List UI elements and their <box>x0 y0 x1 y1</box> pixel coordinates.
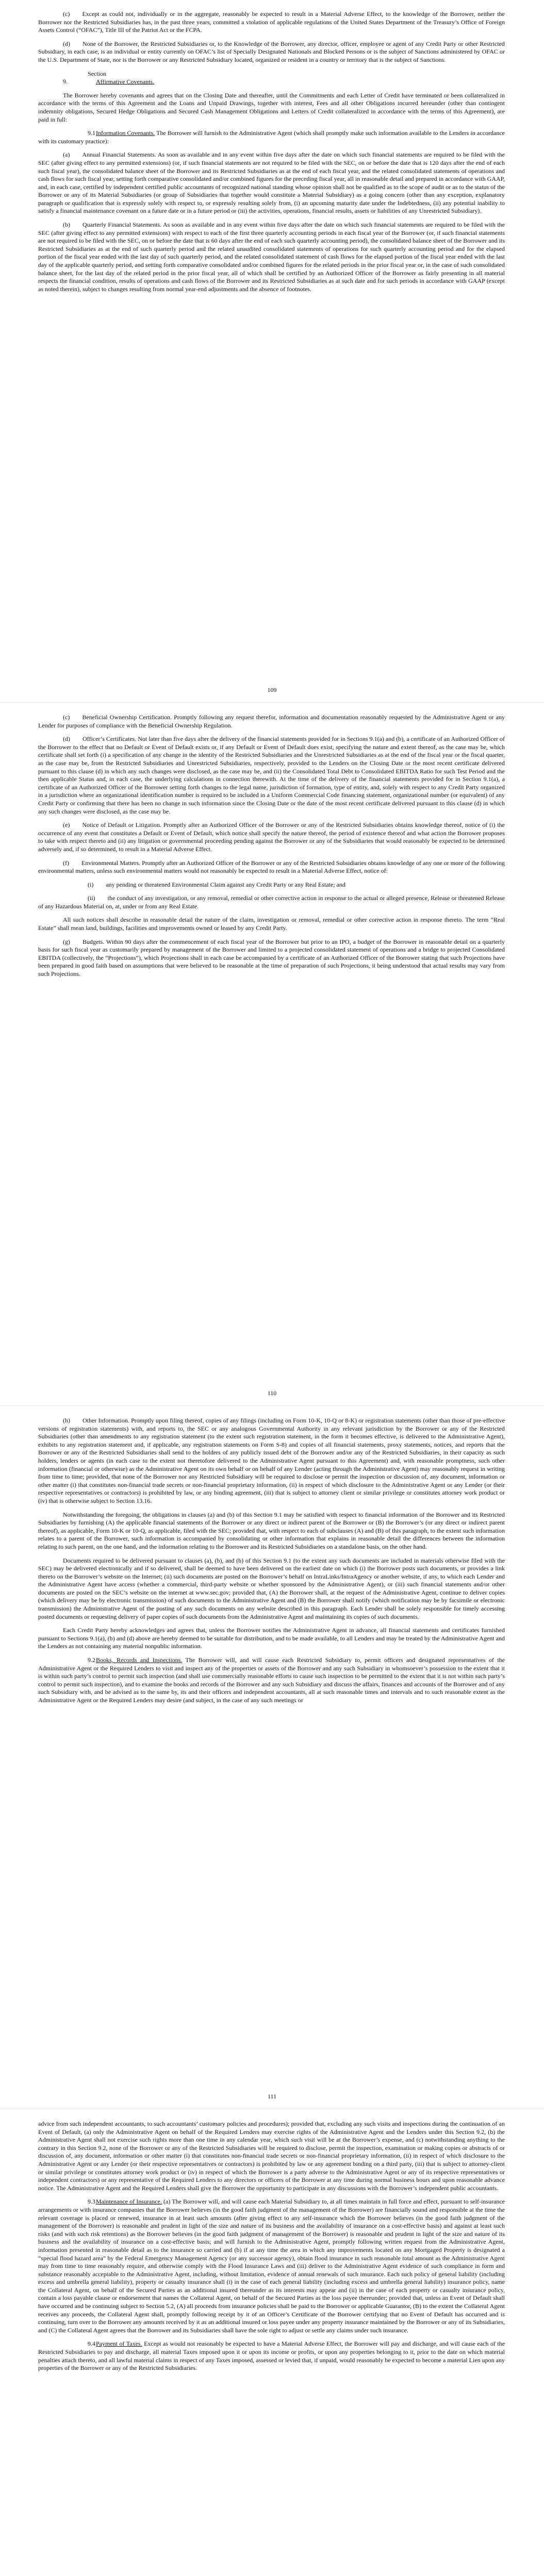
paragraph: The Borrower hereby covenants and agrees that on the Closing Date and thereafter, until the Commitments and each Letter of Credit have terminated or been collateralized in accordance with the terms of this Agreement and the Loans and Unpaid Drawings, together with interest, Fees and all other Obligations incurred hereunder (other than contingent indemnity obligations, Secured Hedge Obligations and Secured Cash Management Obligations and Letters of Credit collateralized in accordance with the terms of this Agreement), are paid in full: <box>38 91 505 123</box>
paragraph: (d) Officer’s Certificates. Not later than five days after the delivery of the financial statements provided for in Sections 9.1(a) and (b), a certificate of an Authorized Officer of the Borrower to the effect that no Default or Event of Default exists or, if any Default or Event of Default does exist, specifying the nature and extent thereof, as the case may be, which certificate shall set forth (i) a specification of any change in the identity of the Restricted Subsidiaries and the Unrestricted Subsidiaries as at the end of the fiscal year or the fiscal quarter, as the case may be, from the Restricted Subsidiaries and Unrestricted Subsidiaries, respectively, provided to the Lenders on the Closing Date or the most recent certificate delivered pursuant to this clause (d) in which any such changes were disclosed, as the case may be, and (ii) the Consolidated Total Debt to Consolidated EBITDA Ratio for such Test Period and the then applicable Status and, in each case, the underlying calculations in connection therewith. At the time of the delivery of the financial statements provided for in Section 9.1(a), a certificate of an Authorized Officer of the Borrower setting forth changes to the legal name, jurisdiction of formation, type of entity, and, solely with respect to any Credit Party organized in a jurisdiction where an organizational identification number is required to be included in a Uniform Commercial Code financing statement, organizational number (or equivalent) of any Credit Party or confirming that there has been no change in such information since the Closing Date or the date of the most recent certificate delivered pursuant to this clause (d) in which any such changes were disclosed, as the case may be. <box>38 735 505 815</box>
page-divider <box>0 702 544 703</box>
section-text: (a) The Borrower will, and will cause each Material Subsidiary to, at all times maintain in full force and effect, pursuant to self-insurance arrangements or with insurance companies that the Borrower believes (in the good faith judgment of the management of the Borrower) are financially sound and responsible at the time the relevant coverage is placed or renewed, insurance in at least such amounts (after giving effect to any self-insurance which the Borrower believes (in the good faith judgment of the management of the Borrower) is reasonable and prudent in light of the size and nature of its business and the availability of insurance on a cost-effective basis) and against at least such risks (and with such risk retentions) as the Borrower believes (in the good faith judgment of management of the Borrower) is reasonable and prudent in light of the size and nature of its business and the availability of insurance on a cost-effective basis; and will furnish to the Administrative Agent, promptly following written request from the Administrative Agent, information presented in reasonable detail as to the insurance so carried and (b) if at any time the area in which any improvements located on any Mortgaged Property is designated a “special flood hazard area” by the Federal Emergency Management Agency (or any successor agency), obtain flood insurance in such reasonable total amount as the Administrative Agent may from time to time reasonably require, and otherwise comply with the Flood Insurance Laws and (iii) deliver to the Administrative Agent evidence of such compliance in form and substance reasonably acceptable to the Administrative Agent, including, without limitation, evidence of annual renewals of such insurance. Each such policy of general liability (including excess and umbrella general liability), property or casualty insurance shall (i) in the case of each general liability (including excess and umbrella general liability) insurance policy, name the Collateral Agent, on behalf of the Secured Parties as an additional insured thereunder as its interests may appear and (ii) in the case of each property or casualty insurance policy, contain a loss payable clause or endorsement that names the Collateral Agent, on behalf of the Secured Parties as the loss payee thereunder; provided that, unless an Event of Default shall have occurred and be continuing subject to Section 5.2, (A) all proceeds from insurance policies shall be paid to the Borrower or applicable Guarantor, (B) to the extent the Collateral Agent receives any proceeds, the Collateral Agent shall, promptly following receipt by it of an Officer’s Certificate of the Borrower certifying that no Event of Default has occurred and is continuing, turn over to the Borrower any amounts received by it as an additional insured or loss payee under any property insurance maintained by the Borrower or any of its Subsidiaries, and (C) the Collateral Agent agrees that the Borrower and its Subsidiaries shall have the sole right to adjust or settle any claims under such insurance. <box>38 2198 505 2334</box>
paragraph: (c) Beneficial Ownership Certification. Promptly following any request therefor, information and documentation reasonably requested by the Administrative Agent or any Lender for purposes of compliance with the Beneficial Ownership Regulation. <box>38 714 505 729</box>
section-heading <box>38 129 505 145</box>
sub-clause: (ii) the conduct of any investigation, or any removal, remedial or other corrective action in response to the actual or alleged presence, Release or threatened Release of any Hazardous Material on, at, under or from any Real Estate. <box>38 894 505 910</box>
page-number: 109 <box>267 686 277 693</box>
paragraph: (g) Budgets. Within 90 days after the commencement of each fiscal year of the Borrower but prior to an IPO, a budget of the Borrower in reasonable detail on a quarterly basis for such fiscal year as customarily prepared by management of the Borrower and limited to a projected consolidated statement of operations and a bridge to projected Consolidated EBITDA (collectively, the “Projections”), which Projections shall in each case be accompanied by a certificate of an Authorized Officer of the Borrower stating that such Projections have been prepared in good faith based on assumptions that were believed to be reasonable at the time of preparation of such Projections, it being understood that actual results may vary from such Projections. <box>38 938 505 978</box>
section-text: Except as would not reasonably be expected to have a Material Adverse Effect, the Borrower will pay and discharge, and will cause each of the Restricted Subsidiaries to pay and discharge, all material Taxes imposed upon it or upon its income or profits, or upon any properties belonging to it, prior to the date on which material penalties attach thereto, and all lawful material claims in respect of any Taxes imposed, assessed or levied that, if unpaid, would reasonably be expected to become a material Lien upon any properties of the Borrower or any of the Restricted Subsidiaries. <box>38 2340 505 2372</box>
paragraph: Documents required to be delivered pursuant to clauses (a), (b), and (h) of this Section 9.1 (to the extent any such documents are included in materials otherwise filed with the SEC) may be delivered electronically and if so delivered, shall be deemed to have been delivered on the earliest date on which (i) the Borrower posts such documents, or provides a link thereto on the Borrower’s website on the Internet; (ii) such documents are posted on the Borrower’s behalf on IntraLinks/IntraAgency or another website, if any, to which each Lender and the Administrative Agent have access (whether a commercial, third-party website or whether sponsored by the Administrative Agent), or (iii) such financial statements and/or other documents are posted on the SEC’s website on the internet at www.sec.gov; provided that, (A) the Borrower shall, at the request of the Administrative Agent, continue to deliver copies (which delivery may be by electronic transmission) of such documents to the Administrative Agent and (B) the Borrower shall notify (which notification may be by facsimile or electronic transmission) the Administrative Agent of the posting of any such documents on any website described in this paragraph. Each Lender shall be solely responsible for timely accessing posted documents or requesting delivery of paper copies of such documents from the Administrative Agent and maintaining its copies of such documents. <box>38 1556 505 1620</box>
paragraph: Each Credit Party hereby acknowledges and agrees that, unless the Borrower notifies the Administrative Agent in advance, all financial statements and certificates furnished pursuant to Sections 9.1(a), (b) and (d) above are hereby deemed to be suitable for distribution, and to be made available, to all Lenders and may be treated by the Administrative Agent and the Lenders as not containing any material nonpublic information. <box>38 1626 505 1650</box>
paragraph: Notwithstanding the foregoing, the obligations in clauses (a) and (b) of this Section 9.1 may be satisfied with respect to financial information of the Borrower and its Restricted Subsidiaries by furnishing (A) the applicable financial statements of the Borrower or any direct or indirect parent of the Borrower or (B) the Borrower’s (or any direct or indirect parent thereof), as applicable, Form 10-K or 10-Q, as applicable, filed with the SEC; provided that, with respect to each of subclauses (A) and (B) of this paragraph, to the extent such information relates to a parent of the Borrower, such information is accompanied by consolidating or other information that explains in reasonable detail the differences between the information relating to such parent, on the one hand, and the information relating to the Borrower and its Restricted Subsidiaries on a standalone basis, on the other hand. <box>38 1511 505 1550</box>
page-body-109 <box>38 10 505 299</box>
section-heading <box>38 2340 505 2372</box>
section-heading <box>38 1656 505 1705</box>
page-body-111 <box>38 1417 505 1710</box>
page-body-112 <box>38 2120 505 2378</box>
section-text: The Borrower will, and will cause each Restricted Subsidiary to, permit officers and designated representatives of the Administrative Agent or the Required Lenders to visit and inspect any of the properties or assets of the Borrower and any such Subsidiary in whomsoever’s possession to the extent that it is within such party’s control to permit such inspection (and shall use commercially reasonable efforts to cause such inspection to be permitted to the extent that it is not within such party’s control to permit such inspection), and to examine the books and records of the Borrower and any such Subsidiary and discuss the affairs, finances and accounts of the Borrower and of any such Subsidiary with, and be advised as to the same by, its and their officers and independent accountants, all at such reasonable times and intervals and to such reasonable extent as the Administrative Agent or the Required Lenders may desire (and subject, in the case of any such meetings or <box>38 1656 505 1704</box>
section-title: Information Covenants. <box>96 129 155 137</box>
section-number: 9.4 <box>88 2340 95 2348</box>
sub-clause: (i) any pending or threatened Environmental Claim against any Credit Party or any Real Estate; and <box>88 880 345 888</box>
paragraph: (f) Environmental Matters. Promptly after an Authorized Officer of the Borrower or any of the Restricted Subsidiaries obtains knowledge of any one or more of the following environmental matters, unless such environmental matters would not reasonably be expected to result in a Material Adverse Effect, notice of: <box>38 859 505 875</box>
section-text: The Borrower will furnish to the Administrative Agent (which shall promptly make such information available to the Lenders in accordance with its customary practice): <box>38 129 505 145</box>
section-title: Books, Records and Inspections. <box>96 1656 183 1664</box>
section-title: Affirmative Covenants. <box>96 78 155 86</box>
page-number: 111 <box>267 2093 277 2100</box>
paragraph: All such notices shall describe in reasonable detail the nature of the claim, investigation or removal, remedial or other corrective action in response thereto. The term “Real Estate” shall mean land, buildings, facilities and improvements owned or leased by any Credit Party. <box>38 916 505 932</box>
page-body-110 <box>38 714 505 984</box>
section-number: Section 9. <box>63 70 106 86</box>
section-number: 9.1 <box>88 129 95 137</box>
section-heading <box>38 70 505 86</box>
paragraph: advice from such independent accountants, to such accountants’ customary policies and procedures); provided that, excluding any such visits and inspections during the continuation of an Event of Default, (a) only the Administrative Agent on behalf of the Required Lenders may exercise rights of the Administrative Agent and the Lenders under this Section 9.2, (b) the Administrative Agent shall not exercise such rights more than one time in any calendar year, which such visit will be at the Borrower’s expense, and (c) notwithstanding anything to the contrary in this Section 9.2, none of the Borrower or any of the Restricted Subsidiaries will be required to disclose, permit the inspection, examination or making copies or abstracts of or discussion of, any document, information or other matter (i) that constitutes non-financial trade secrets or non-financial proprietary information, (ii) in respect of which disclosure to the Administrative Agent or any Lender (or their respective representatives or contractors) is prohibited by law or any agreement binding on a third party, (iii) that is subject to attorney-client or similar privilege or constitutes attorney work product or (iv) in respect of which the Borrower is a party adverse to the Administrative Agent or any of its respective representatives or independent contractors) or any representative of the Required Lenders to any directors or officers of the Borrower at any time during normal business hours and upon reasonable advance notice. The Administrative Agent and the Required Lenders shall give the Borrower the opportunity to participate in any discussions with the Borrower’s independent public accountants. <box>38 2120 505 2192</box>
paragraph: (d) None of the Borrower, the Restricted Subsidiaries or, to the Knowledge of the Borrower, any director, officer, employee or agent of any Credit Party or other Restricted Subsidiary, in each case, is an individual or entity currently on OFAC’s list of Specially Designated Nationals and Blocked Persons or is the subject of Sanctions administered by OFAC or the U.S. Department of State, nor is the Borrower or any Restricted Subsidiary located, organized or resident in a country or territory that is the subject of Sanctions. <box>38 40 505 63</box>
paragraph: (e) Notice of Default or Litigation. Promptly after an Authorized Officer of the Borrower or any of the Restricted Subsidiaries obtains knowledge thereof, notice of (i) the occurrence of any event that constitutes a Default or Event of Default, which notice shall specify the nature thereof, the period of existence thereof and what action the Borrower proposes to take with respect thereto and (ii) any litigation or governmental proceeding pending against the Borrower or any of the Subsidiaries that would reasonably be expected to be determined adversely and, if so determined, to result in a Material Adverse Effect. <box>38 821 505 853</box>
section-title: Payment of Taxes. <box>96 2340 142 2348</box>
section-title: Maintenance of Insurance. <box>96 2198 162 2206</box>
paragraph: (c) Except as could not, individually or in the aggregate, reasonably be expected to result in a Material Adverse Effect, to the knowledge of the Borrower, neither the Borrower nor the Restricted Subsidiaries has, in the past three years, committed a violation of applicable regulations of the United States Department of the Treasury’s Office of Foreign Assets Control (“OFAC”), Title III of the Patriot Act or the FCPA. <box>38 10 505 34</box>
section-heading <box>38 2198 505 2334</box>
section-number: 9.3 <box>88 2198 95 2206</box>
paragraph: (h) Other Information. Promptly upon filing thereof, copies of any filings (including on Form 10-K, 10-Q or 8-K) or registration statements (other than those of pre-effective versions of registration statements) with, and reports to, the SEC or any analogous Governmental Authority in any relevant jurisdiction by the Borrower or any of the Restricted Subsidiaries (other than amendments to any registration statement (to the extent such registration statement, in the form it becomes effective, is delivered to the Administrative Agent), exhibits to any registration statement and, if applicable, any registration statements on Form S-8) and copies of all financial statements, proxy statements, notices, and reports that the Borrower or any of the Restricted Subsidiaries shall send to the holders of any publicly issued debt of the Borrower and/or any of the Restricted Subsidiaries, in their capacity as such holders, lenders or agents (in each case to the extent not theretofore delivered to the Administrative Agent pursuant to this Agreement) and, with reasonable promptness, such other information (financial or otherwise) as the Administrative Agent on its own behalf or on behalf of any Lender (acting through the Administrative Agent) may reasonably request in writing from time to time; provided, that none of the Borrower nor any Restricted Subsidiary will be required to disclose or permit the inspection or discussion of, any document, information or other matter (i) that constitutes non-financial trade secrets or non-financial proprietary information, (ii) in respect of which disclosure to the Administrative Agent or any Lender (or their respective representatives or contractors) is prohibited by law, or any binding agreement, (iii) that is subject to attorney client or similar privilege or constitutes attorney work product or (iv) that is otherwise subject to Section 13.16. <box>38 1417 505 1504</box>
paragraph: (a) Annual Financial Statements. As soon as available and in any event within five days after the date on which such financial statements are required to be filed with the SEC (after giving effect to any permitted extensions) (or, if such financial statements are not required to be filed with the SEC, on or before the date that is 120 days after the end of each such fiscal year), the consolidated balance sheet of the Borrower and its Restricted Subsidiaries as at the end of each fiscal year, and the related consolidated statements of operations and cash flows for such fiscal year, setting forth comparative consolidated and/or combined figures for the preceding fiscal year, all in reasonable detail and prepared in accordance with GAAP, and, in each case, certified by independent certified public accountants of recognized national standing whose opinion shall not be qualified as to the scope of audit or as to the status of the Borrower or any of its Material Subsidiaries (or group of Subsidiaries that together would constitute a Material Subsidiary) as a going concern (other than any exception, explanatory paragraph or qualification that is expressly solely with respect to, or expressly resulting solely from, (i) an upcoming maturity date under the Indebtedness, (ii) any potential inability to satisfy a financial maintenance covenant on a future date or in a future period or (iii) the activities, operations, financial results, assets or liabilities of any Unrestricted Subsidiary). <box>38 151 505 215</box>
paragraph: (b) Quarterly Financial Statements. As soon as available and in any event within five days after the date on which such financial statements are required to be filed with the SEC (after giving effect to any permitted extensions) with respect to each of the first three quarterly accounting periods in each fiscal year of the Borrower (or, if such financial statements are not required to be filed with the SEC, on or before the date that is 60 days after the end of each such quarterly accounting period), the consolidated balance sheet of the Borrower and its Restricted Subsidiaries as at the end of such quarterly period and the related unaudited consolidated statements of operations for such quarterly accounting period and for the elapsed portion of the fiscal year ended with the last day of such quarterly period, and the related consolidated statement of cash flows for the elapsed portion of the fiscal year ended with the last day of the applicable quarterly period, and setting forth comparative consolidated and/or combined figures for the related periods in the prior fiscal year or, in the case of such consolidated balance sheet, for the last day of the related period in the prior fiscal year, all of which shall be certified by an Authorized Officer of the Borrower as fairly presenting in all material respects the financial condition, results of operations and cash flows of the Borrower and its Restricted Subsidiaries as at such date and for such periods in accordance with GAAP (except as noted therein), subject to changes resulting from normal year-end adjustments and the absence of footnotes. <box>38 221 505 293</box>
page-number: 110 <box>267 1389 277 1397</box>
section-number: 9.2 <box>88 1656 95 1664</box>
page-divider <box>0 1405 544 1406</box>
